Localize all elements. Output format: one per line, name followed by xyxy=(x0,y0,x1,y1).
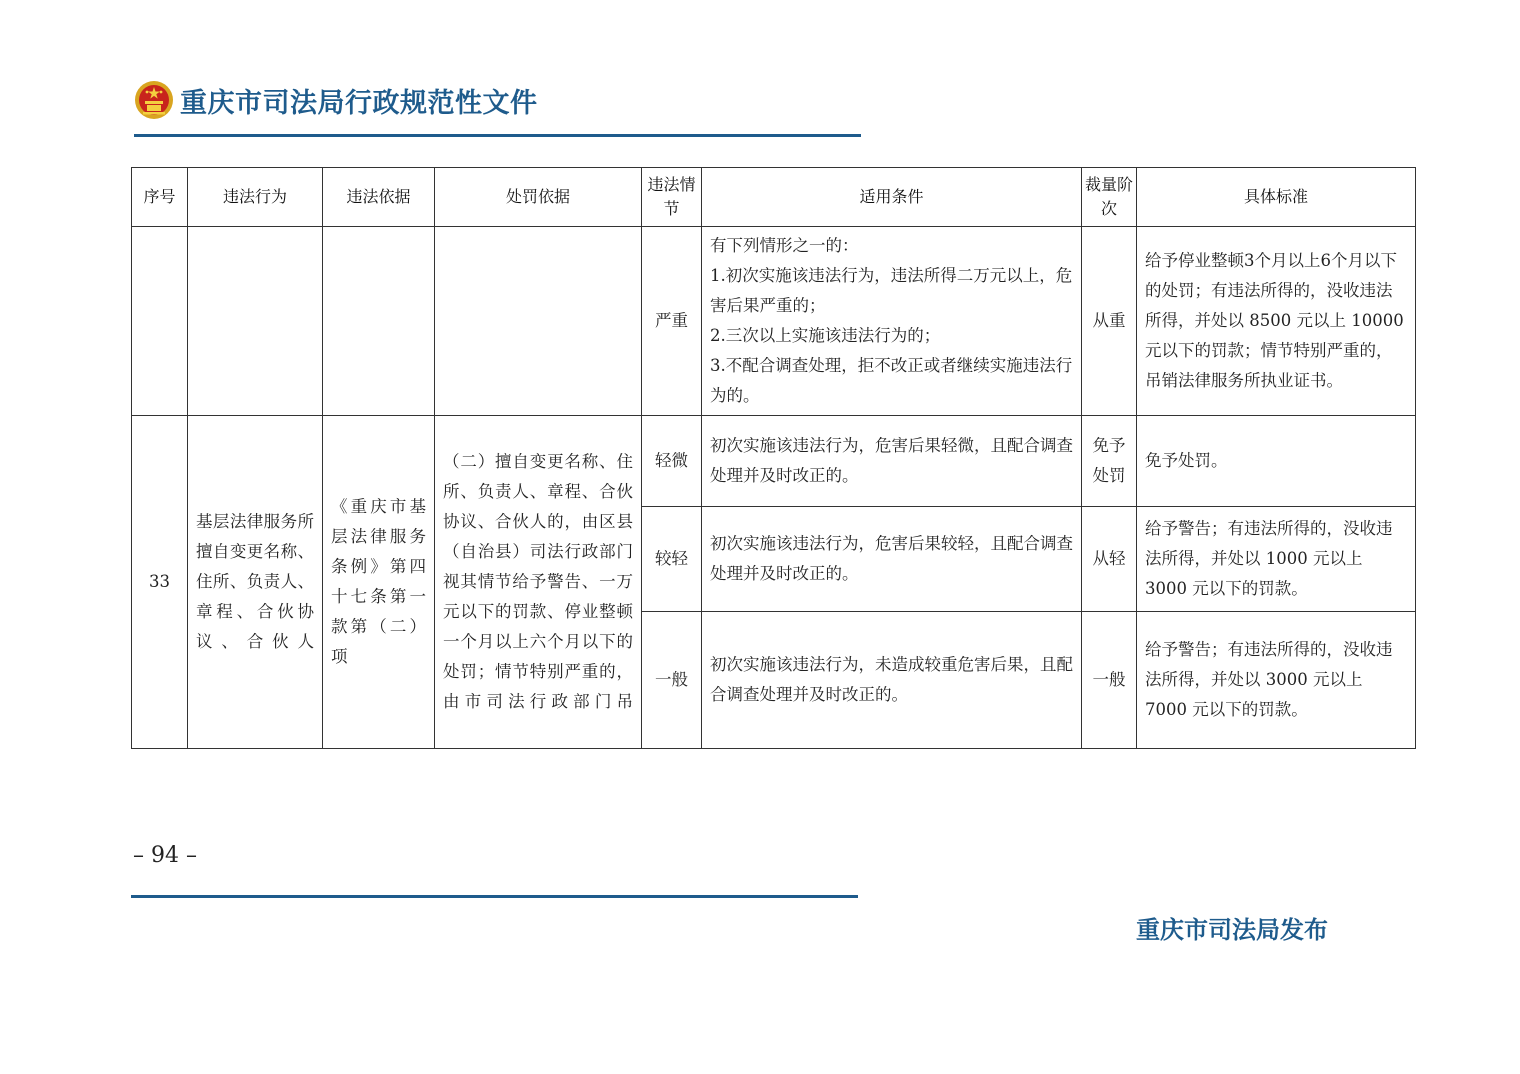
circumstance-cell: 较轻 xyxy=(642,507,702,612)
empty-cell xyxy=(323,227,435,416)
level-cell: 从重 xyxy=(1082,227,1137,416)
header-rule xyxy=(134,134,861,137)
table-row xyxy=(132,416,1416,507)
row-number-cell: 33 xyxy=(132,416,188,749)
standard-cell: 给予停业整顿3个月以上6个月以下的处罚；有违法所得的，没收违法所得，并处以 8500 元以上 10000 元以下的罚款；情节特别严重的，吊销法律服务所执业证书。 xyxy=(1137,227,1416,416)
header-cell-no: 序号 xyxy=(132,168,188,227)
header-cell-level: 裁量阶次 xyxy=(1082,168,1137,227)
publisher-label: 重庆市司法局发布 xyxy=(1136,916,1328,944)
header-cell-condition: 适用条件 xyxy=(702,168,1082,227)
condition-line: 3.不配合调查处理，拒不改正或者继续实施违法行为的。 xyxy=(710,356,1073,405)
violation-basis-cell: 《重庆市基层法律服务条例》第四十七条第一款第（二）项 xyxy=(323,416,435,749)
condition-line: 1.初次实施该违法行为，违法所得二万元以上，危害后果严重的； xyxy=(710,266,1073,315)
level-cell: 免予处罚 xyxy=(1082,416,1137,507)
level-cell: 一般 xyxy=(1082,612,1137,749)
page-number: – 94 – xyxy=(133,843,197,868)
circumstance-cell: 轻微 xyxy=(642,416,702,507)
header-title: 重庆市司法局行政规范性文件 xyxy=(180,87,538,119)
table-header-row xyxy=(132,168,1416,227)
condition-line: 有下列情形之一的： xyxy=(710,236,859,255)
condition-cell: 初次实施该违法行为，危害后果轻微，且配合调查处理并及时改正的。 xyxy=(702,416,1082,507)
header-cell-standard: 具体标准 xyxy=(1137,168,1416,227)
empty-cell xyxy=(435,227,642,416)
penalty-standard-table xyxy=(131,167,1416,749)
condition-cell: 初次实施该违法行为，未造成较重危害后果，且配合调查处理并及时改正的。 xyxy=(702,612,1082,749)
empty-cell xyxy=(132,227,188,416)
table-row xyxy=(132,227,1416,416)
condition-line: 2.三次以上实施该违法行为的； xyxy=(710,326,941,345)
footer-rule xyxy=(131,895,858,898)
circumstance-cell: 严重 xyxy=(642,227,702,416)
header-cell-circumstance: 违法情节 xyxy=(642,168,702,227)
condition-cell: 初次实施该违法行为，危害后果较轻，且配合调查处理并及时改正的。 xyxy=(702,507,1082,612)
document-header xyxy=(134,78,538,122)
condition-cell xyxy=(702,227,1082,416)
header-cell-basis: 违法依据 xyxy=(323,168,435,227)
circumstance-cell: 一般 xyxy=(642,612,702,749)
standard-cell: 给予警告；有违法所得的，没收违法所得，并处以 1000 元以上 3000 元以下的罚款。 xyxy=(1137,507,1416,612)
level-cell: 从轻 xyxy=(1082,507,1137,612)
empty-cell xyxy=(188,227,323,416)
violation-act-cell: 基层法律服务所擅自变更名称、住所、负责人、章程、合伙协议、合伙人 xyxy=(188,416,323,749)
penalty-basis-cell: （二）擅自变更名称、住所、负责人、章程、合伙协议、合伙人的，由区县（自治县）司法行政部门视其情节给予警告、一万元以下的罚款、停业整顿一个月以上六个月以下的处罚；情节特别严重的，由市司法行政部门吊 xyxy=(435,416,642,749)
standard-cell: 给予警告；有违法所得的，没收违法所得，并处以 3000 元以上 7000 元以下的罚款。 xyxy=(1137,612,1416,749)
header-cell-act: 违法行为 xyxy=(188,168,323,227)
national-emblem-icon xyxy=(134,80,174,120)
header-cell-penalty: 处罚依据 xyxy=(435,168,642,227)
standard-cell: 免予处罚。 xyxy=(1137,416,1416,507)
